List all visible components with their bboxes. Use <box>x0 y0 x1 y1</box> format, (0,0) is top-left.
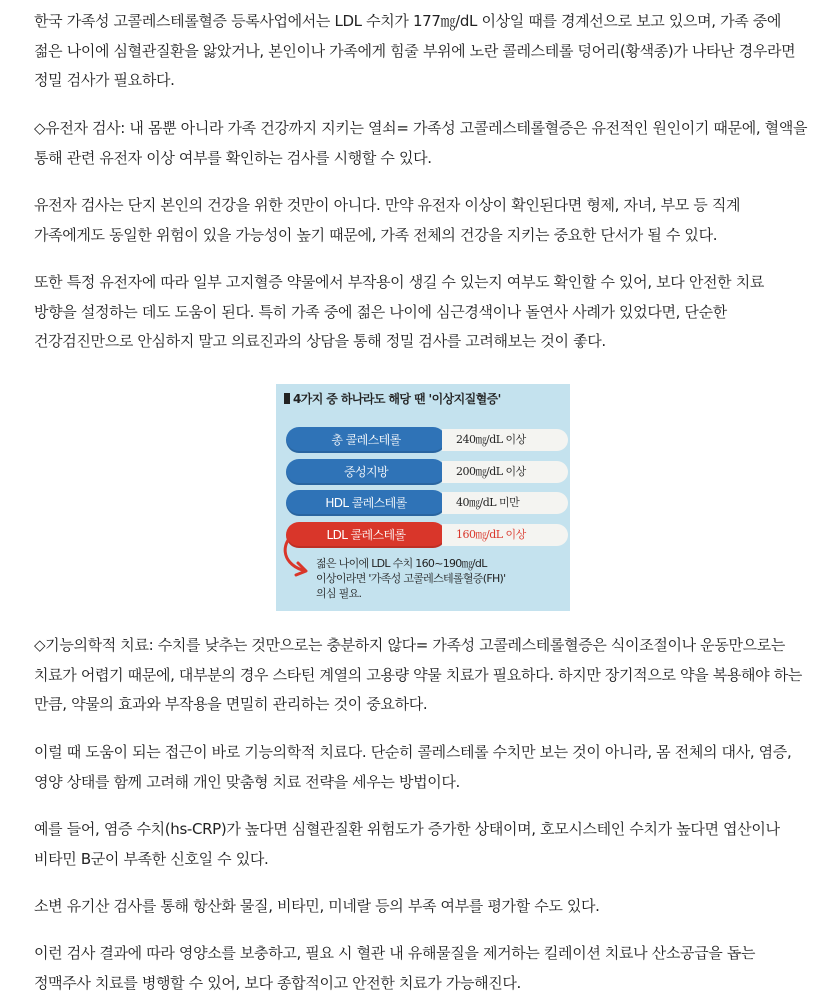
paragraph: 또한 특정 유전자에 따라 일부 고지혈증 약물에서 부작용이 생길 수 있는지 여부도 확인할 수 있어, 보다 안전한 치료 방향을 설정하는 데도 도움이 된다. 특히 가족 중에 젊은 나이에 심근경색이나 돌연사 사례가 있었다면, 단순한 건강검진만으로 안심하지 말고 의료진과의 상담을 통해 정밀 검사를 고려해보는 것이 좋다. <box>34 273 764 350</box>
criteria-label: 총 콜레스테롤 <box>286 427 446 453</box>
curved-arrow-icon <box>280 532 320 582</box>
paragraph-functional-medicine: ◇기능의학적 치료: 수치를 낮추는 것만으로는 충분하지 않다= 가족성 고콜레스테롤혈증은 식이조절이나 운동만으로는 치료가 어렵기 때문에, 대부분의 경우 스타틴 계열의 고용량 약물 치료가 필요하다. 하지만 장기적으로 약을 복용해야 하는 만큼, 약물의 효과와 부작용을 면밀히 관리하는 것이 중요하다. <box>34 636 802 713</box>
criteria-label: 중성지방 <box>286 459 446 485</box>
paragraph: 소변 유기산 검사를 통해 항산화 물질, 비타민, 미네랄 등의 부족 여부를 평가할 수도 있다. <box>34 897 600 915</box>
criteria-row-hdl <box>286 490 562 516</box>
criteria-value-highlight: 160㎎/dL 이상 <box>442 524 568 546</box>
figure-note-line: 이상이라면 '가족성 고콜레스테롤혈증(FH)' <box>316 572 506 585</box>
criteria-value: 240㎎/dL 이상 <box>442 429 568 451</box>
paragraph: 예를 들어, 염증 수치(hs-CRP)가 높다면 심혈관질환 위험도가 증가한 상태이며, 호모시스테인 수치가 높다면 엽산이나 비타민 B군이 부족한 신호일 수 있다. <box>34 820 780 868</box>
square-bullet-icon <box>284 393 290 404</box>
paragraph: 유전자 검사는 단지 본인의 건강을 위한 것만이 아니다. 만약 유전자 이상이 확인된다면 형제, 자녀, 부모 등 직계 가족에게도 동일한 위험이 있을 가능성이 높기 때문에, 가족 전체의 건강을 지키는 중요한 단서가 될 수 있다. <box>34 196 741 244</box>
figure-note-line: 젊은 나이에 LDL 수치 160~190㎎/dL <box>316 557 487 570</box>
paragraph: 이런 검사 결과에 따라 영양소를 보충하고, 필요 시 혈관 내 유해물질을 제거하는 킬레이션 치료나 산소공급을 돕는 정맥주사 치료를 병행할 수 있어, 보다 종합적이고 안전한 치료가 가능해진다. <box>34 944 756 992</box>
figure-note <box>316 556 566 601</box>
figure-note-line: 의심 필요. <box>316 587 362 600</box>
criteria-row-total-cholesterol <box>286 427 562 453</box>
paragraph: 이럴 때 도움이 되는 접근이 바로 기능의학적 치료다. 단순히 콜레스테롤 수치만 보는 것이 아니라, 몸 전체의 대사, 염증, 영양 상태를 함께 고려해 개인 맞춤형 치료 전략을 세우는 방법이다. <box>34 743 792 791</box>
criteria-label-highlight: LDL 콜레스테롤 <box>286 522 446 548</box>
dyslipidemia-criteria-figure <box>276 384 570 611</box>
paragraph: 한국 가족성 고콜레스테롤혈증 등록사업에서는 LDL 수치가 177㎎/dL 이상일 때를 경계선으로 보고 있으며, 가족 중에 젊은 나이에 심혈관질환을 앓았거나, 본인이나 가족에게 힘줄 부위에 노란 콜레스테롤 덩어리(황색종)가 나타난 경우라면 정밀 검사가 필요하다. <box>34 12 796 89</box>
figure-title-text: 4가지 중 하나라도 해당 땐 '이상지질혈증' <box>293 392 501 406</box>
criteria-row-triglyceride <box>286 459 562 485</box>
criteria-row-ldl <box>286 522 562 548</box>
criteria-value: 40㎎/dL 미만 <box>442 492 568 514</box>
figure-title <box>284 390 501 407</box>
paragraph-genetic-test: ◇유전자 검사: 내 몸뿐 아니라 가족 건강까지 지키는 열쇠= 가족성 고콜레스테롤혈증은 유전적인 원인이기 때문에, 혈액을 통해 관련 유전자 이상 여부를 확인하는 검사를 시행할 수 있다. <box>34 119 808 167</box>
criteria-value: 200㎎/dL 이상 <box>442 461 568 483</box>
criteria-label: HDL 콜레스테롤 <box>286 490 446 516</box>
